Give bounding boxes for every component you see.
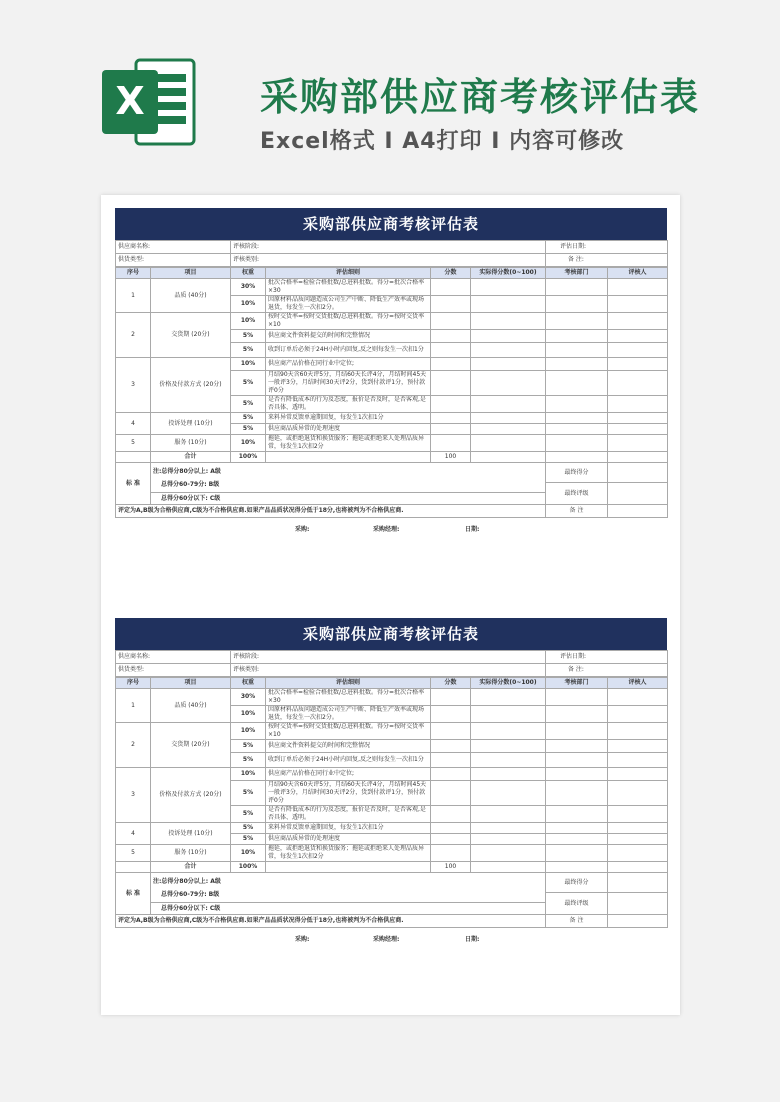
row-number: 1 — [116, 689, 151, 723]
date-signature[interactable]: 日期: — [465, 936, 480, 943]
weight-cell: 30% — [231, 279, 266, 296]
weight-cell: 10% — [231, 706, 266, 723]
evaluator-cell[interactable] — [608, 753, 668, 768]
final-remark-label: 备 注 — [546, 915, 608, 928]
evaluator-cell[interactable] — [608, 413, 668, 424]
standard-label: 标 准 — [116, 463, 151, 505]
info-table — [115, 650, 668, 677]
evaluator-cell[interactable] — [608, 371, 668, 396]
actual-score-cell[interactable] — [471, 358, 546, 371]
date-signature[interactable]: 日期: — [465, 526, 480, 533]
dept-cell[interactable] — [546, 343, 608, 358]
dept-cell[interactable] — [546, 781, 608, 806]
column-header: 权重 — [231, 678, 266, 689]
remark-field[interactable]: 备 注: — [546, 254, 668, 267]
page-subtitle: Excel格式 I A4打印 I 内容可修改 — [260, 129, 625, 154]
page-title: 采购部供应商考核评估表 — [260, 75, 701, 119]
weight-cell: 10% — [231, 845, 266, 862]
dept-cell[interactable] — [546, 723, 608, 740]
rule-cell: 批次合格率=检验合格批数/总进料批数。得分=批次合格率×30 — [266, 279, 431, 296]
eval-stage-field[interactable]: 评核阶段: — [231, 241, 546, 254]
standard-label: 标 准 — [116, 873, 151, 915]
row-number: 4 — [116, 823, 151, 845]
table-row — [116, 413, 668, 424]
grade-rule-a: 注:总得分80分以上: A级 — [153, 877, 221, 885]
item-name: 交货期 (20分) — [151, 313, 231, 358]
actual-score-cell[interactable] — [471, 706, 546, 723]
table-row — [116, 723, 668, 740]
dept-cell[interactable] — [546, 279, 608, 296]
form-title: 采购部供应商考核评估表 — [115, 618, 667, 650]
actual-score-cell[interactable] — [471, 740, 546, 753]
supplier-name-field[interactable]: 供应商名称: — [116, 241, 231, 254]
dept-cell[interactable] — [546, 706, 608, 723]
score-cell[interactable] — [431, 330, 471, 343]
rule-cell: 供应商品质异常的处理速度 — [266, 834, 431, 845]
item-name: 价格及付款方式 (20分) — [151, 358, 231, 413]
dept-cell[interactable] — [546, 823, 608, 834]
total-score: 100 — [431, 862, 471, 873]
purchase-signature[interactable]: 采购: — [295, 526, 310, 533]
final-remark-value[interactable] — [608, 505, 668, 518]
weight-cell: 5% — [231, 834, 266, 845]
rule-cell: 供应商文件资料提交的时间和完整情况 — [266, 330, 431, 343]
final-score-label: 最终得分 — [546, 463, 608, 483]
score-cell[interactable] — [431, 424, 471, 435]
column-header: 考核部门 — [546, 268, 608, 279]
actual-score-cell[interactable] — [471, 330, 546, 343]
actual-score-cell[interactable] — [471, 371, 546, 396]
grade-rules — [151, 463, 546, 493]
weight-cell: 10% — [231, 435, 266, 452]
rule-cell: 收到订单后必须于24H小时内回复,反之则每发生一次扣1分 — [266, 753, 431, 768]
excel-logo-letter: X — [115, 79, 145, 123]
rule-cell: 供应商文件资料提交的时间和完整情况 — [266, 740, 431, 753]
row-number: 2 — [116, 313, 151, 358]
score-cell[interactable] — [431, 834, 471, 845]
weight-cell: 5% — [231, 753, 266, 768]
row-number: 2 — [116, 723, 151, 768]
score-cell[interactable] — [431, 435, 471, 452]
dept-cell[interactable] — [546, 845, 608, 862]
weight-cell: 30% — [231, 689, 266, 706]
weight-cell: 5% — [231, 413, 266, 424]
dept-cell[interactable] — [546, 435, 608, 452]
dept-cell[interactable] — [546, 313, 608, 330]
dept-cell[interactable] — [546, 424, 608, 435]
actual-score-cell[interactable] — [471, 413, 546, 424]
rule-cell: 拖延，或拒绝退货和换货服务；拖延或拒绝来人处理品质异常，每发生1次扣2分 — [266, 845, 431, 862]
item-name: 价格及付款方式 (20分) — [151, 768, 231, 823]
eval-stage-field[interactable]: 评核阶段: — [231, 651, 546, 664]
score-cell[interactable] — [431, 806, 471, 823]
row-number: 4 — [116, 413, 151, 435]
final-grade-value[interactable] — [608, 483, 668, 505]
standard-row — [116, 463, 668, 483]
standard-note-row — [116, 505, 668, 518]
item-name: 交货期 (20分) — [151, 723, 231, 768]
item-name: 投诉处理 (10分) — [151, 823, 231, 845]
weight-cell: 5% — [231, 740, 266, 753]
actual-score-cell[interactable] — [471, 296, 546, 313]
document-sheet — [101, 195, 680, 1015]
table-header-row — [116, 268, 668, 279]
column-header: 实际得分数(0~100) — [471, 678, 546, 689]
score-cell[interactable] — [431, 396, 471, 413]
evaluator-cell[interactable] — [608, 358, 668, 371]
score-cell[interactable] — [431, 768, 471, 781]
info-table — [115, 240, 668, 267]
eval-category-field[interactable]: 评核类别: — [231, 254, 546, 267]
score-cell[interactable] — [431, 371, 471, 396]
dept-cell[interactable] — [546, 834, 608, 845]
column-header: 项目 — [151, 678, 231, 689]
manager-signature[interactable]: 采购经理: — [373, 526, 400, 533]
final-remark-value[interactable] — [608, 915, 668, 928]
weight-cell: 5% — [231, 371, 266, 396]
weight-cell: 10% — [231, 313, 266, 330]
standard-note-row — [116, 915, 668, 928]
evaluator-cell[interactable] — [608, 706, 668, 723]
rule-cell: 按时交货率=按时交货批数/总进料批数。得分=按时交货率×10 — [266, 723, 431, 740]
grade-rules — [151, 873, 546, 903]
actual-score-cell[interactable] — [471, 396, 546, 413]
evaluator-cell[interactable] — [608, 823, 668, 834]
form-title: 采购部供应商考核评估表 — [115, 208, 667, 240]
evaluator-cell[interactable] — [608, 768, 668, 781]
evaluator-cell[interactable] — [608, 330, 668, 343]
weight-cell: 5% — [231, 781, 266, 806]
banner — [0, 0, 780, 190]
weight-cell: 10% — [231, 358, 266, 371]
item-name: 服务 (10分) — [151, 845, 231, 862]
final-score-label: 最终得分 — [546, 873, 608, 893]
rule-cell: 来料异常反馈单逾期回复，每发生1次扣1分 — [266, 823, 431, 834]
table-row — [116, 768, 668, 781]
dept-cell[interactable] — [546, 689, 608, 706]
column-header: 项目 — [151, 268, 231, 279]
rule-cell: 按时交货率=按时交货批数/总进料批数。得分=按时交货率×10 — [266, 313, 431, 330]
dept-cell[interactable] — [546, 753, 608, 768]
final-grade-value[interactable] — [608, 893, 668, 915]
row-number: 3 — [116, 358, 151, 413]
item-name: 品质 (40分) — [151, 689, 231, 723]
evaluator-cell[interactable] — [608, 834, 668, 845]
purchase-signature[interactable]: 采购: — [295, 936, 310, 943]
score-table — [115, 677, 668, 928]
weight-cell: 10% — [231, 768, 266, 781]
total-row — [116, 452, 668, 463]
column-header: 考核部门 — [546, 678, 608, 689]
signature-row — [115, 928, 667, 948]
column-header: 评估细则 — [266, 678, 431, 689]
grade-rule-b: 总得分60-79分: B级 — [161, 890, 220, 898]
actual-score-cell[interactable] — [471, 723, 546, 740]
actual-score-cell[interactable] — [471, 279, 546, 296]
rule-cell: 收到订单后必须于24H小时内回复,反之则每发生一次扣1分 — [266, 343, 431, 358]
evaluator-cell[interactable] — [608, 296, 668, 313]
column-header: 评核人 — [608, 268, 668, 279]
dept-cell[interactable] — [546, 396, 608, 413]
item-name: 投诉处理 (10分) — [151, 413, 231, 435]
total-weight: 100% — [231, 452, 266, 463]
evaluation-form-1 — [115, 208, 667, 538]
score-cell[interactable] — [431, 781, 471, 806]
dept-cell[interactable] — [546, 330, 608, 343]
weight-cell: 5% — [231, 330, 266, 343]
table-row — [116, 845, 668, 862]
evaluator-cell[interactable] — [608, 723, 668, 740]
evaluator-cell[interactable] — [608, 689, 668, 706]
evaluator-cell[interactable] — [608, 396, 668, 413]
dept-cell[interactable] — [546, 768, 608, 781]
score-table — [115, 267, 668, 518]
weight-cell: 10% — [231, 296, 266, 313]
total-label: 合计 — [151, 862, 231, 873]
score-cell[interactable] — [431, 413, 471, 424]
final-score-value[interactable] — [608, 463, 668, 483]
rule-cell: 拖延，或拒绝退货和换货服务；拖延或拒绝来人处理品质异常，每发生1次扣2分 — [266, 435, 431, 452]
actual-score-cell[interactable] — [471, 689, 546, 706]
evaluator-cell[interactable] — [608, 435, 668, 452]
score-cell[interactable] — [431, 689, 471, 706]
total-score: 100 — [431, 452, 471, 463]
total-label: 合计 — [151, 452, 231, 463]
column-header: 序号 — [116, 678, 151, 689]
evaluator-cell[interactable] — [608, 740, 668, 753]
score-cell[interactable] — [431, 296, 471, 313]
evaluator-cell[interactable] — [608, 313, 668, 330]
weight-cell: 5% — [231, 806, 266, 823]
score-cell[interactable] — [431, 343, 471, 358]
row-number: 5 — [116, 845, 151, 862]
dept-cell[interactable] — [546, 371, 608, 396]
dept-cell[interactable] — [546, 358, 608, 371]
column-header: 序号 — [116, 268, 151, 279]
score-cell[interactable] — [431, 740, 471, 753]
actual-score-cell[interactable] — [471, 424, 546, 435]
table-row — [116, 823, 668, 834]
score-cell[interactable] — [431, 313, 471, 330]
grade-rule-c: 总得分60分以下: C级 — [151, 903, 546, 915]
grade-rule-b: 总得分60-79分: B级 — [161, 480, 220, 488]
supplier-name-field[interactable]: 供应商名称: — [116, 651, 231, 664]
actual-score-cell[interactable] — [471, 781, 546, 806]
dept-cell[interactable] — [546, 296, 608, 313]
column-header: 权重 — [231, 268, 266, 279]
column-header: 分数 — [431, 678, 471, 689]
score-cell[interactable] — [431, 279, 471, 296]
table-row — [116, 358, 668, 371]
rule-cell: 因原材料品质问题造成公司生产中断、降低生产效率或现场退货，每发生一次扣2分。 — [266, 706, 431, 723]
rule-cell: 月结90天含60天评5分，月结60天长评4分，月结时间45天一般评3分，月结时间30天评2分，货到付款评1分，预付款评0分 — [266, 371, 431, 396]
dept-cell[interactable] — [546, 413, 608, 424]
column-header: 评核人 — [608, 678, 668, 689]
score-cell[interactable] — [431, 753, 471, 768]
grade-note: 评定为A,B级为合格供应商,C级为不合格供应商.如果产品品质状况得分低于18分,也将被判为不合格供应商. — [116, 505, 546, 518]
total-weight: 100% — [231, 862, 266, 873]
item-name: 品质 (40分) — [151, 279, 231, 313]
score-cell[interactable] — [431, 706, 471, 723]
final-grade-label: 最终评级 — [546, 483, 608, 505]
rule-cell: 供应商产品价格在同行业中定位; — [266, 358, 431, 371]
evaluator-cell[interactable] — [608, 343, 668, 358]
row-number: 3 — [116, 768, 151, 823]
weight-cell: 5% — [231, 424, 266, 435]
rule-cell: 是否有降低成本的行为及态度，报价是否及时，是否客观,是否具体、透明。 — [266, 806, 431, 823]
actual-score-cell[interactable] — [471, 823, 546, 834]
evaluator-cell[interactable] — [608, 781, 668, 806]
table-header-row — [116, 678, 668, 689]
dept-cell[interactable] — [546, 806, 608, 823]
column-header: 实际得分数(0~100) — [471, 268, 546, 279]
grade-rule-c: 总得分60分以下: C级 — [151, 493, 546, 505]
weight-cell: 5% — [231, 343, 266, 358]
grade-rule-a: 注:总得分80分以上: A级 — [153, 467, 221, 475]
excel-icon — [98, 52, 198, 152]
evaluator-cell[interactable] — [608, 806, 668, 823]
grade-note: 评定为A,B级为合格供应商,C级为不合格供应商.如果产品品质状况得分低于18分,也将被判为不合格供应商. — [116, 915, 546, 928]
remark-field[interactable]: 备 注: — [546, 664, 668, 677]
score-cell[interactable] — [431, 845, 471, 862]
evaluator-cell[interactable] — [608, 279, 668, 296]
total-row — [116, 862, 668, 873]
eval-date-field[interactable]: 评估日期: — [546, 651, 668, 664]
weight-cell: 5% — [231, 823, 266, 834]
score-cell[interactable] — [431, 823, 471, 834]
table-row — [116, 435, 668, 452]
rule-cell: 供应商产品价格在同行业中定位; — [266, 768, 431, 781]
item-name: 服务 (10分) — [151, 435, 231, 452]
weight-cell: 10% — [231, 723, 266, 740]
evaluator-cell[interactable] — [608, 424, 668, 435]
supply-type-field[interactable]: 供货类型: — [116, 664, 231, 677]
rule-cell: 月结90天含60天评5分，月结60天长评4分，月结时间45天一般评3分，月结时间30天评2分，货到付款评1分，预付款评0分 — [266, 781, 431, 806]
score-cell[interactable] — [431, 723, 471, 740]
standard-row — [116, 873, 668, 893]
rule-cell: 供应商品质异常的处理速度 — [266, 424, 431, 435]
actual-score-cell[interactable] — [471, 753, 546, 768]
column-header: 分数 — [431, 268, 471, 279]
rule-cell: 是否有降低成本的行为及态度，报价是否及时，是否客观,是否具体、透明。 — [266, 396, 431, 413]
row-number: 1 — [116, 279, 151, 313]
actual-score-cell[interactable] — [471, 435, 546, 452]
table-row — [116, 279, 668, 296]
evaluation-form-2 — [115, 618, 667, 948]
manager-signature[interactable]: 采购经理: — [373, 936, 400, 943]
rule-cell: 因原材料品质问题造成公司生产中断、降低生产效率或现场退货，每发生一次扣2分。 — [266, 296, 431, 313]
eval-date-field[interactable]: 评估日期: — [546, 241, 668, 254]
final-grade-label: 最终评级 — [546, 893, 608, 915]
actual-score-cell[interactable] — [471, 834, 546, 845]
rule-cell: 批次合格率=检验合格批数/总进料批数。得分=批次合格率×30 — [266, 689, 431, 706]
actual-score-cell[interactable] — [471, 343, 546, 358]
actual-score-cell[interactable] — [471, 806, 546, 823]
table-row — [116, 313, 668, 330]
evaluator-cell[interactable] — [608, 845, 668, 862]
row-number: 5 — [116, 435, 151, 452]
actual-score-cell[interactable] — [471, 313, 546, 330]
column-header: 评估细则 — [266, 268, 431, 279]
supply-type-field[interactable]: 供货类型: — [116, 254, 231, 267]
dept-cell[interactable] — [546, 740, 608, 753]
score-cell[interactable] — [431, 358, 471, 371]
weight-cell: 5% — [231, 396, 266, 413]
final-remark-label: 备 注 — [546, 505, 608, 518]
table-row — [116, 689, 668, 706]
actual-score-cell[interactable] — [471, 845, 546, 862]
rule-cell: 来料异常反馈单逾期回复，每发生1次扣1分 — [266, 413, 431, 424]
eval-category-field[interactable]: 评核类别: — [231, 664, 546, 677]
final-score-value[interactable] — [608, 873, 668, 893]
actual-score-cell[interactable] — [471, 768, 546, 781]
signature-row — [115, 518, 667, 538]
